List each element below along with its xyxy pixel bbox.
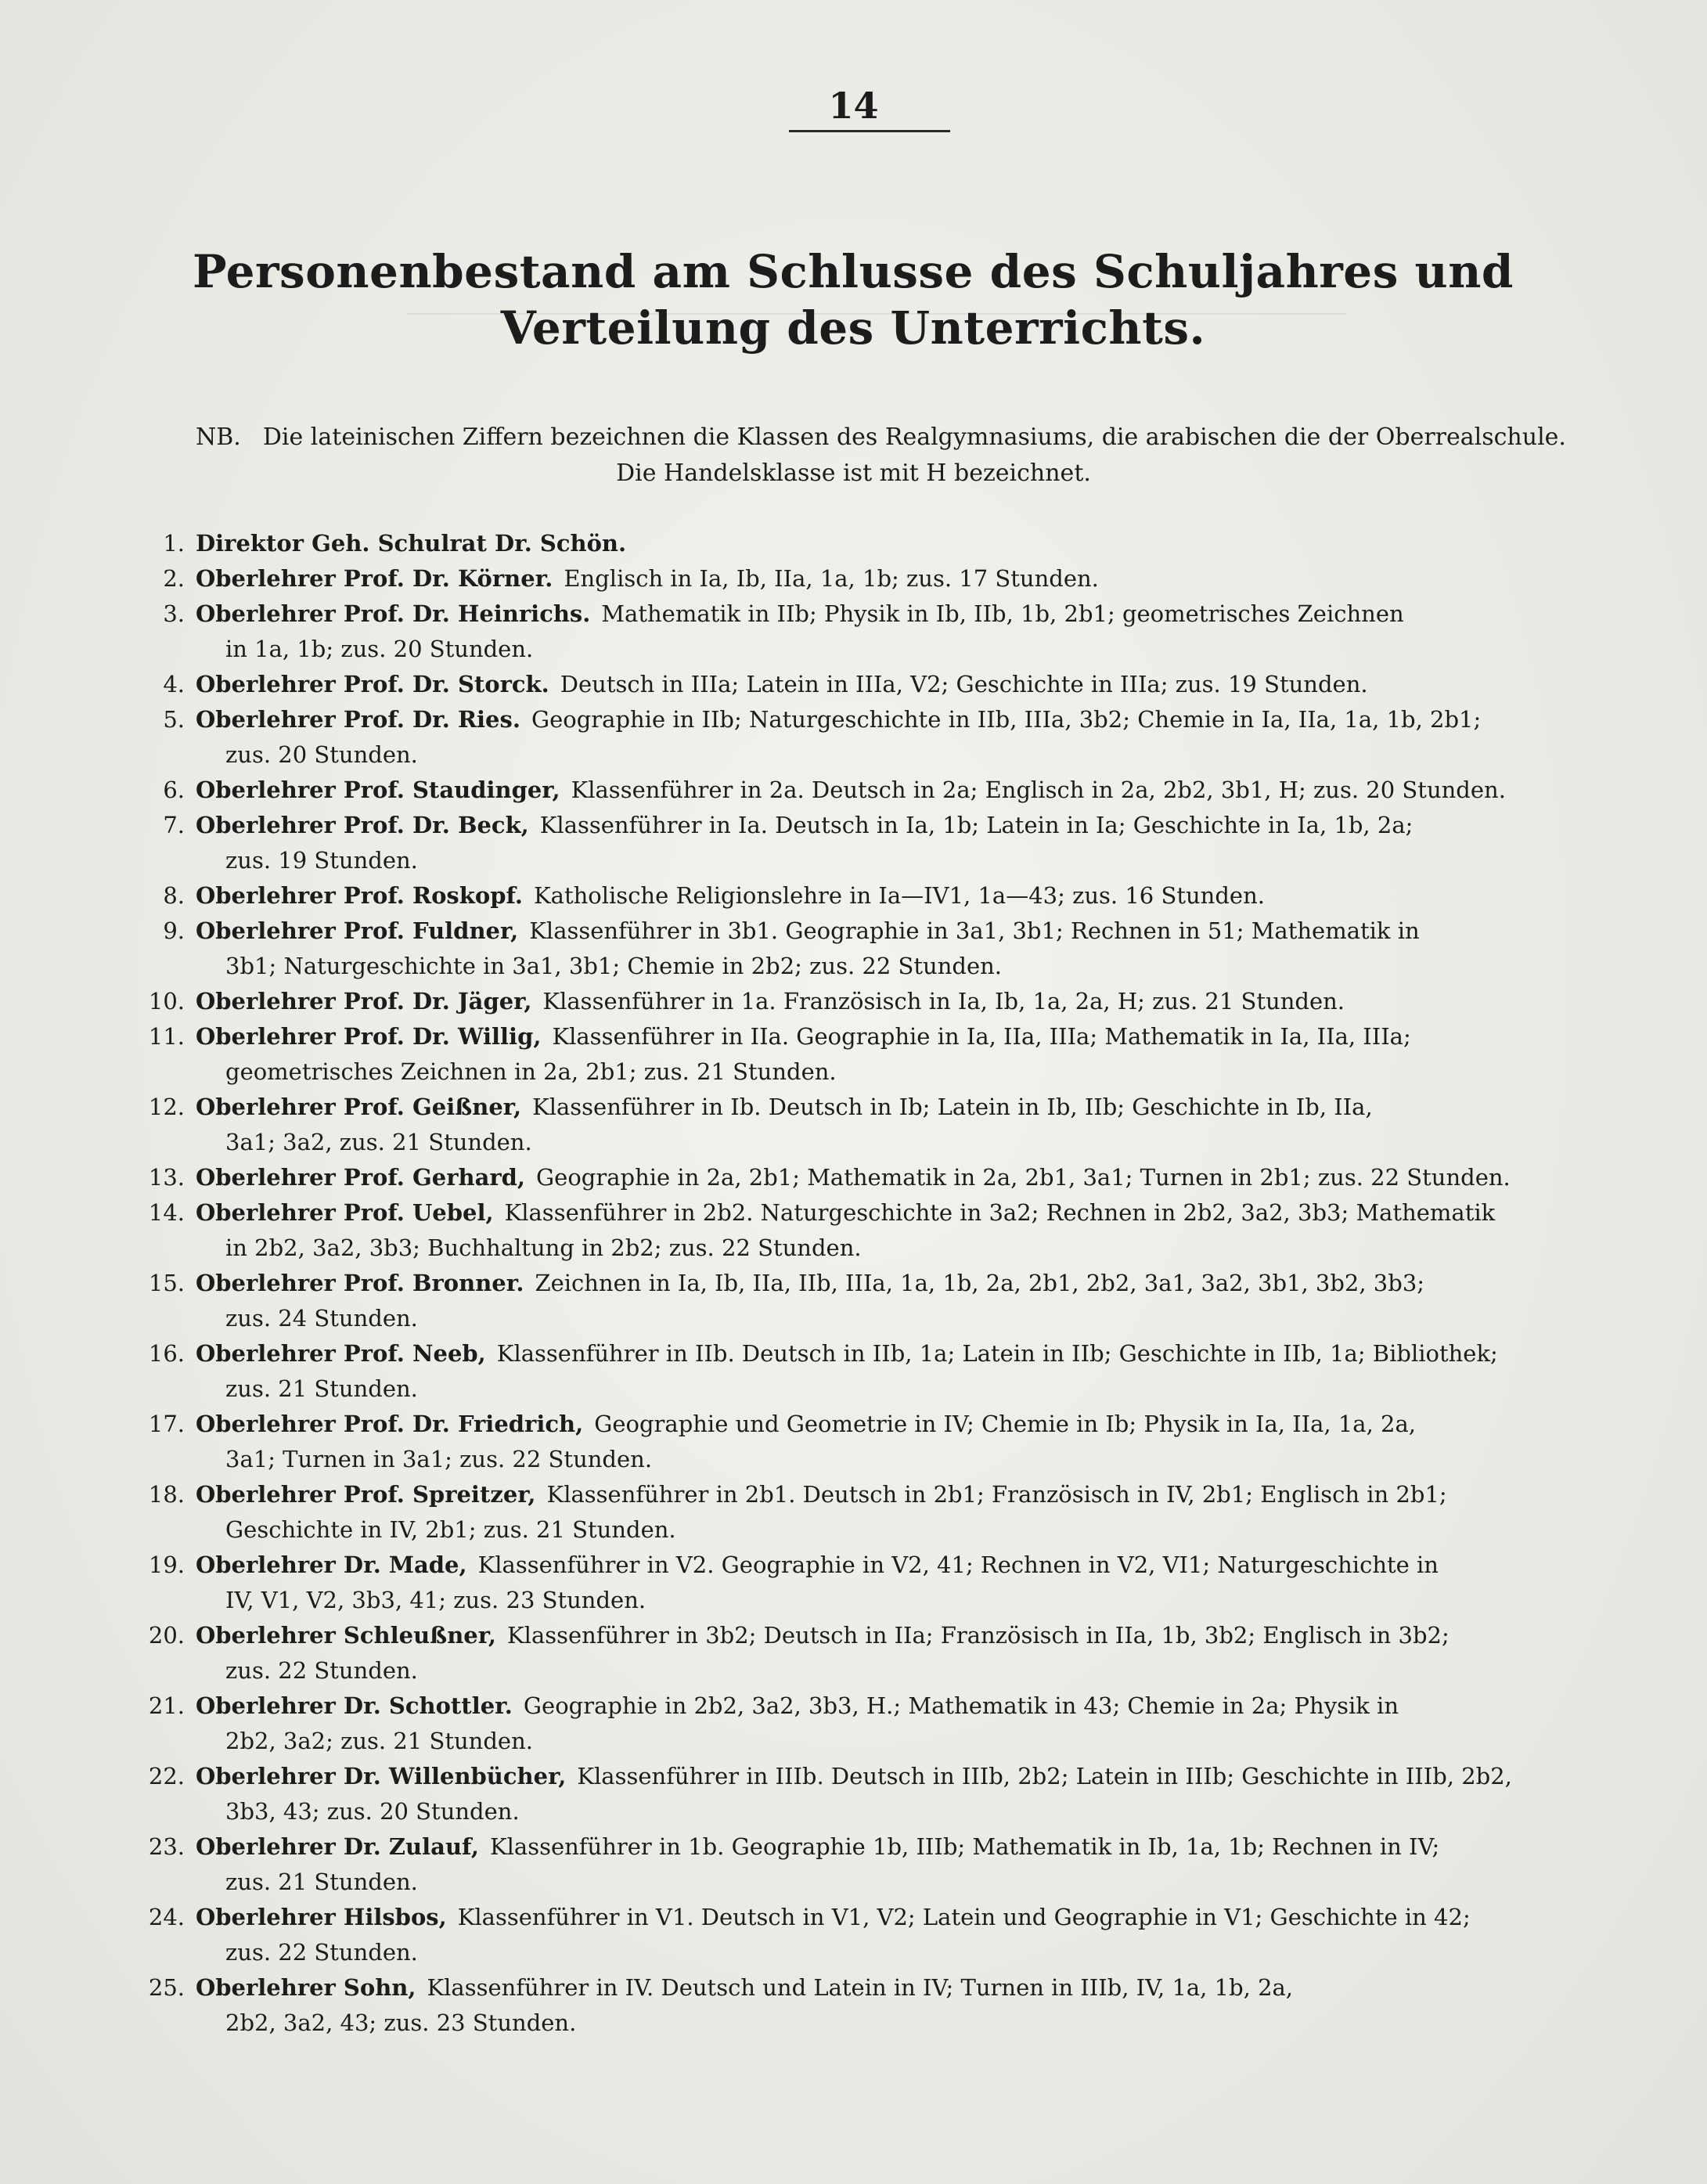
page-title: Personenbestand am Schlusse des Schuljahres und Verteilung des Unterrichts.	[193, 244, 1514, 355]
assignment-text: Klassenführer in 2a. Deutsch in 2a; Englisch in 2a, 2b2, 3b1, H; zus. 20 Stunden.	[571, 777, 1506, 803]
teacher-name: Oberlehrer Prof. Dr. Beck,	[196, 812, 529, 838]
assignment-text: Klassenführer in Ib. Deutsch in Ib; Latein in Ib, IIb; Geschichte in Ib, IIa,	[532, 1094, 1373, 1120]
teacher-name: Oberlehrer Dr. Willenbücher,	[196, 1763, 567, 1789]
assignment-text-continued: zus. 24 Stunden.	[225, 1305, 418, 1332]
list-item: 8. Oberlehrer Prof. Roskopf. Katholische Religionslehre in Ia—IV1, 1a—43; zus. 16 Stunden.	[163, 882, 1265, 909]
assignment-text-continued: zus. 20 Stunden.	[225, 741, 418, 768]
list-item: 24. Oberlehrer Hilsbos, Klassenführer in V1. Deutsch in V1, V2; Latein und Geographie in V1; Geschichte in 42; zus. 22 Stunden.	[196, 1900, 1589, 1970]
list-item: 2. Oberlehrer Prof. Dr. Körner. Englisch in Ia, Ib, IIa, 1a, 1b; zus. 17 Stunden.	[163, 565, 1099, 592]
note-line-2: Die Handelsklasse ist mit H bezeichnet.	[616, 460, 1091, 487]
assignment-text: Klassenführer in V2. Geographie in V2, 41; Rechnen in V2, VI1; Naturgeschichte in	[477, 1552, 1439, 1578]
assignment-text: Klassenführer in IIb. Deutsch in IIb, 1a; Latein in IIb; Geschichte in IIb, 1a; Bibliothek;	[496, 1340, 1498, 1367]
list-item: 12. Oberlehrer Prof. Geißner, Klassenführer in Ib. Deutsch in Ib; Latein in Ib, IIb; Geschichte in Ib, IIa, 3a1; 3a2, zus. 21 Stunden.	[196, 1090, 1589, 1160]
assignment-text: Klassenführer in IV. Deutsch und Latein in IV; Turnen in IIIb, IV, 1a, 1b, 2a,	[427, 1974, 1294, 2001]
list-item: 21. Oberlehrer Dr. Schottler. Geographie in 2b2, 3a2, 3b3, H.; Mathematik in 43; Chemie in 2a; Physik in 2b2, 3a2; zus. 21 Stunden.	[196, 1688, 1589, 1759]
list-item: 4. Oberlehrer Prof. Dr. Storck. Deutsch in IIIa; Latein in IIIa, V2; Geschichte in IIIa; zus. 19 Stunden.	[163, 671, 1368, 697]
list-item: 19. Oberlehrer Dr. Made, Klassenführer in V2. Geographie in V2, 41; Rechnen in V2, VI1; Naturgeschichte in IV, V1, V2, 3b3, 41; zus. 23 Stunden.	[196, 1548, 1589, 1618]
assignment-text: Klassenführer in 1a. Französisch in Ia, Ib, 1a, 2a, H; zus. 21 Stunden.	[542, 988, 1345, 1015]
list-item: 9. Oberlehrer Prof. Fuldner, Klassenführer in 3b1. Geographie in 3a1, 3b1; Rechnen in 51; Mathematik in 3b1; Naturgeschichte in 3a1, 3b1; Chemie in 2b2; zus. 22 Stunden.	[196, 914, 1589, 984]
assignment-text-continued: in 2b2, 3a2, 3b3; Buchhaltung in 2b2; zus. 22 Stunden.	[225, 1234, 862, 1261]
assignment-text: Geographie in 2a, 2b1; Mathematik in 2a, 2b1, 3a1; Turnen in 2b1; zus. 22 Stunden.	[536, 1164, 1511, 1191]
assignment-text: Zeichnen in Ia, Ib, IIa, IIb, IIIa, 1a, 1b, 2a, 2b1, 2b2, 3a1, 3a2, 3b1, 3b2, 3b3;	[535, 1270, 1425, 1296]
assignment-text-continued: 3b3, 43; zus. 20 Stunden.	[225, 1798, 520, 1825]
list-item: 23. Oberlehrer Dr. Zulauf, Klassenführer in 1b. Geographie 1b, IIIb; Mathematik in Ib, 1a, 1b; Rechnen in IV; zus. 21 Stunden.	[196, 1829, 1589, 1900]
note-line-1	[196, 420, 1581, 456]
list-item: 14. Oberlehrer Prof. Uebel, Klassenführer in 2b2. Naturgeschichte in 3a2; Rechnen in 2b2, 3a2, 3b3; Mathematik in 2b2, 3a2, 3b3; Buchhaltung in 2b2; zus. 22 Stunden.	[196, 1195, 1589, 1266]
teacher-name: Oberlehrer Prof. Spreitzer,	[196, 1481, 536, 1508]
teacher-name: Direktor Geh. Schulrat Dr. Schön.	[196, 530, 627, 557]
list-item: 10. Oberlehrer Prof. Dr. Jäger, Klassenführer in 1a. Französisch in Ia, Ib, 1a, 2a, H; zus. 21 Stunden.	[148, 988, 1345, 1015]
teacher-name: Oberlehrer Prof. Dr. Ries.	[196, 706, 520, 733]
assignment-text-continued: zus. 19 Stunden.	[225, 847, 418, 874]
teacher-name: Oberlehrer Dr. Made,	[196, 1552, 467, 1578]
list-item: 17. Oberlehrer Prof. Dr. Friedrich, Geographie und Geometrie in IV; Chemie in Ib; Physik in Ia, IIa, 1a, 2a, 3a1; Turnen in 3a1; zus. 22 Stunden.	[196, 1407, 1589, 1477]
assignment-text: Klassenführer in IIa. Geographie in Ia, IIa, IIIa; Mathematik in Ia, IIa, IIIa;	[552, 1023, 1411, 1050]
teacher-name: Oberlehrer Prof. Gerhard,	[196, 1164, 526, 1191]
teacher-name: Oberlehrer Prof. Dr. Körner.	[196, 565, 553, 592]
teacher-name: Oberlehrer Prof. Bronner.	[196, 1270, 524, 1296]
assignment-text-continued: 2b2, 3a2, 43; zus. 23 Stunden.	[225, 2009, 577, 2036]
teacher-name: Oberlehrer Dr. Schottler.	[196, 1692, 513, 1719]
teacher-name: Oberlehrer Prof. Dr. Friedrich,	[196, 1411, 584, 1437]
assignment-text-continued: zus. 21 Stunden.	[225, 1375, 418, 1402]
list-item: 13. Oberlehrer Prof. Gerhard, Geographie in 2a, 2b1; Mathematik in 2a, 2b1, 3a1; Turnen in 2b1; zus. 22 Stunden.	[148, 1164, 1511, 1191]
assignment-text: Klassenführer in 3b1. Geographie in 3a1, 3b1; Rechnen in 51; Mathematik in	[529, 917, 1420, 944]
list-item: 5. Oberlehrer Prof. Dr. Ries. Geographie in IIb; Naturgeschichte in IIb, IIIa, 3b2; Chemie in Ia, IIa, 1a, 1b, 2b1; zus. 20 Stunden.	[196, 702, 1589, 773]
assignment-text-continued: 3b1; Naturgeschichte in 3a1, 3b1; Chemie in 2b2; zus. 22 Stunden.	[225, 953, 1003, 979]
teacher-name: Oberlehrer Prof. Neeb,	[196, 1340, 486, 1367]
teacher-name: Oberlehrer Prof. Geißner,	[196, 1094, 522, 1120]
assignment-text: Klassenführer in 2b2. Naturgeschichte in 3a2; Rechnen in 2b2, 3a2, 3b3; Mathematik	[504, 1199, 1496, 1226]
list-item: 18. Oberlehrer Prof. Spreitzer, Klassenführer in 2b1. Deutsch in 2b1; Französisch in IV, 2b1; Englisch in 2b1; Geschichte in IV, 2b1; zus. 21 Stunden.	[196, 1477, 1589, 1548]
assignment-text: Katholische Religionslehre in Ia—IV1, 1a—43; zus. 16 Stunden.	[534, 882, 1265, 909]
page-number: 14	[828, 85, 879, 127]
teacher-name: Oberlehrer Prof. Dr. Heinrichs.	[196, 600, 591, 627]
assignment-text-continued: zus. 22 Stunden.	[225, 1657, 418, 1684]
list-item: 20. Oberlehrer Schleußner, Klassenführer in 3b2; Deutsch in IIa; Französisch in IIa, 1b, 3b2; Englisch in 3b2; zus. 22 Stunden.	[196, 1618, 1589, 1688]
assignment-text: Klassenführer in 1b. Geographie 1b, IIIb; Mathematik in Ib, 1a, 1b; Rechnen in IV;	[489, 1833, 1440, 1860]
list-item: 6. Oberlehrer Prof. Staudinger, Klassenführer in 2a. Deutsch in 2a; Englisch in 2a, 2b2, 3b1, H; zus. 20 Stunden.	[163, 777, 1506, 803]
teacher-name: Oberlehrer Prof. Fuldner,	[196, 917, 519, 944]
assignment-text: Klassenführer in 2b1. Deutsch in 2b1; Französisch in IV, 2b1; Englisch in 2b1;	[546, 1481, 1447, 1508]
assignment-text: Geographie in 2b2, 3a2, 3b3, H.; Mathematik in 43; Chemie in 2a; Physik in	[523, 1692, 1399, 1719]
teacher-name: Oberlehrer Prof. Uebel,	[196, 1199, 494, 1226]
assignment-text-continued: zus. 22 Stunden.	[225, 1939, 418, 1966]
teacher-name: Oberlehrer Prof. Staudinger,	[196, 777, 560, 803]
assignment-text: Klassenführer in Ia. Deutsch in Ia, 1b; Latein in Ia; Geschichte in Ia, 1b, 2a;	[539, 812, 1413, 838]
list-item: 11. Oberlehrer Prof. Dr. Willig, Klassenführer in IIa. Geographie in Ia, IIa, IIIa; Mathematik in Ia, IIa, IIIa; geometrisches Zeichnen in 2a, 2b1; zus. 21 Stunden.	[196, 1019, 1589, 1090]
teacher-name: Oberlehrer Prof. Dr. Willig,	[196, 1023, 542, 1050]
assignment-text-continued: zus. 21 Stunden.	[225, 1869, 418, 1895]
assignment-text-continued: 3a1; Turnen in 3a1; zus. 22 Stunden.	[225, 1446, 653, 1472]
assignment-text: Klassenführer in 3b2; Deutsch in IIa; Französisch in IIa, 1b, 3b2; Englisch in 3b2;	[507, 1622, 1450, 1649]
teacher-name: Oberlehrer Hilsbos,	[196, 1904, 447, 1930]
teacher-name: Oberlehrer Dr. Zulauf,	[196, 1833, 479, 1860]
teacher-name: Oberlehrer Prof. Dr. Jäger,	[196, 988, 532, 1015]
list-item: 7. Oberlehrer Prof. Dr. Beck, Klassenführer in Ia. Deutsch in Ia, 1b; Latein in Ia; Geschichte in Ia, 1b, 2a; zus. 19 Stunden.	[196, 808, 1589, 878]
assignment-text-continued: 3a1; 3a2, zus. 21 Stunden.	[225, 1129, 532, 1155]
teacher-name: Oberlehrer Prof. Dr. Storck.	[196, 671, 549, 697]
list-item: 16. Oberlehrer Prof. Neeb, Klassenführer in IIb. Deutsch in IIb, 1a; Latein in IIb; Geschichte in IIb, 1a; Bibliothek; zus. 21 Stunden.	[196, 1336, 1589, 1407]
list-item: 22. Oberlehrer Dr. Willenbücher, Klassenführer in IIIb. Deutsch in IIIb, 2b2; Latein in IIIb; Geschichte in IIIb, 2b2, 3b3, 43; zus. 20 Stunden.	[196, 1759, 1589, 1829]
teacher-name: Oberlehrer Sohn,	[196, 1974, 416, 2001]
page-number-rule	[789, 130, 950, 132]
assignment-text-continued: 2b2, 3a2; zus. 21 Stunden.	[225, 1728, 533, 1754]
assignment-text-continued: geometrisches Zeichnen in 2a, 2b1; zus. 21 Stunden.	[225, 1058, 837, 1085]
assignment-text: Geographie in IIb; Naturgeschichte in IIb, IIIa, 3b2; Chemie in Ia, IIa, 1a, 1b, 2b1;	[531, 706, 1482, 733]
assignment-text: Mathematik in IIb; Physik in Ib, IIb, 1b, 2b1; geometrisches Zeichnen	[601, 600, 1404, 627]
teacher-name: Oberlehrer Prof. Roskopf.	[196, 882, 524, 909]
list-item: 3. Oberlehrer Prof. Dr. Heinrichs. Mathematik in IIb; Physik in Ib, IIb, 1b, 2b1; geometrisches Zeichnen in 1a, 1b; zus. 20 Stunden.	[196, 596, 1589, 667]
assignment-text: Englisch in Ia, Ib, IIa, 1a, 1b; zus. 17 Stunden.	[564, 565, 1099, 592]
assignment-text: Klassenführer in V1. Deutsch in V1, V2; Latein und Geographie in V1; Geschichte in 42;	[457, 1904, 1471, 1930]
assignment-text: Geographie und Geometrie in IV; Chemie in Ib; Physik in Ia, IIa, 1a, 2a,	[594, 1411, 1416, 1437]
assignment-text-continued: IV, V1, V2, 3b3, 41; zus. 23 Stunden.	[225, 1587, 646, 1613]
list-item: 25. Oberlehrer Sohn, Klassenführer in IV. Deutsch und Latein in IV; Turnen in IIIb, IV, 1a, 1b, 2a, 2b2, 3a2, 43; zus. 23 Stunden.	[196, 1970, 1589, 2041]
note-text-1: Die lateinischen Ziffern bezeichnen die Klassen des Realgymnasiums, die arabischen die der Oberrealschule.	[262, 423, 1566, 451]
list-item: 1. Direktor Geh. Schulrat Dr. Schön.	[163, 530, 627, 557]
assignment-text: Klassenführer in IIIb. Deutsch in IIIb, 2b2; Latein in IIIb; Geschichte in IIIb, 2b2,	[577, 1763, 1512, 1789]
teacher-name: Oberlehrer Schleußner,	[196, 1622, 496, 1649]
assignment-text: Deutsch in IIIa; Latein in IIIa, V2; Geschichte in IIIa; zus. 19 Stunden.	[560, 671, 1368, 697]
assignment-text-continued: Geschichte in IV, 2b1; zus. 21 Stunden.	[225, 1516, 676, 1543]
list-item: 15. Oberlehrer Prof. Bronner. Zeichnen in Ia, Ib, IIa, IIb, IIIa, 1a, 1b, 2a, 2b1, 2b2, 3a1, 3a2, 3b1, 3b2, 3b3; zus. 24 Stunden.	[196, 1266, 1589, 1336]
note-label: NB.	[196, 423, 241, 451]
assignment-text-continued: in 1a, 1b; zus. 20 Stunden.	[225, 636, 534, 662]
